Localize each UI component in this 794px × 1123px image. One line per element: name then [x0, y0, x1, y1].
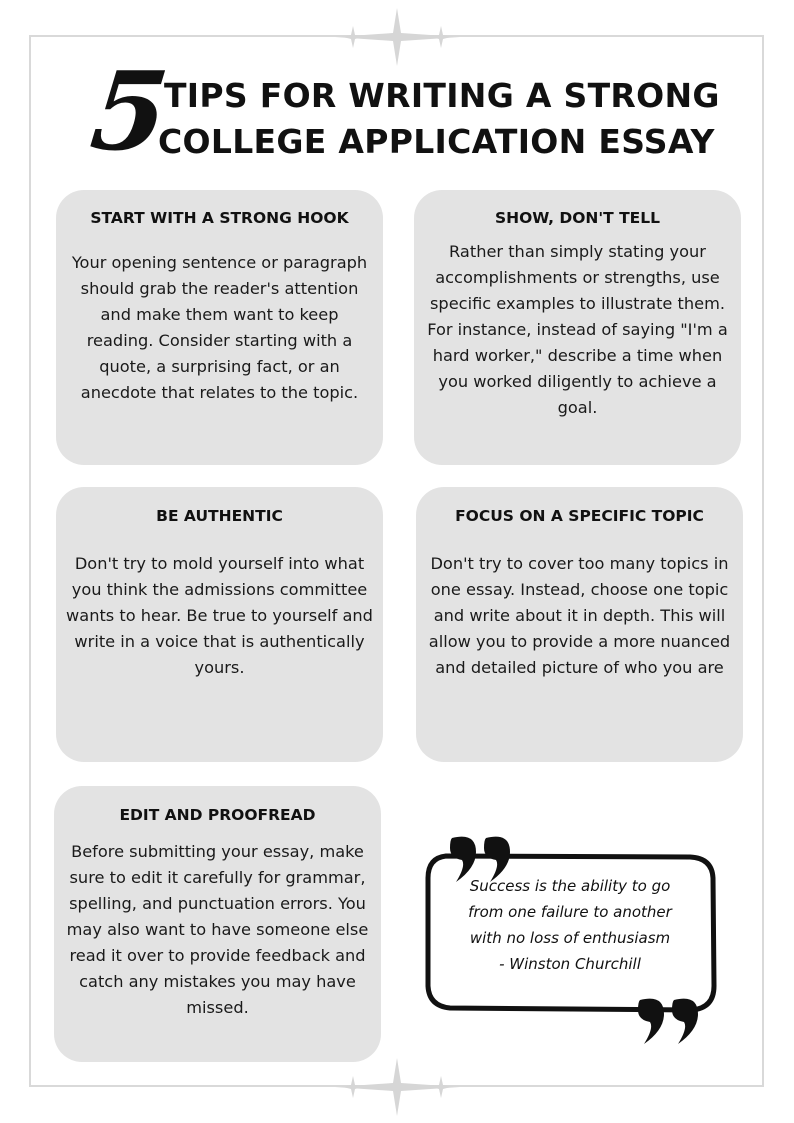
tip-body: Before submitting your essay, make sure to edit it carefully for grammar, spelling, and punctuation errors. You may also want to have someone else read it over to provide feedback and catch any mistakes you may have missed. [66, 842, 369, 1017]
tip-card-strong-hook [56, 190, 383, 465]
close-quote-icon [634, 996, 704, 1048]
quote-box [420, 848, 720, 1016]
title-line-1: TIPS FOR WRITING A STRONG [164, 76, 720, 115]
tip-card-edit-proofread [54, 786, 381, 1062]
tip-heading: SHOW, DON'T TELL [494, 209, 661, 227]
bottom-sparkle-ornament [335, 1058, 460, 1116]
tip-body: Don't try to mold yourself into what you think the admissions committee wants to hear. Be true to yourself and write in a voice that is authentically yours. [66, 554, 373, 677]
quote-text: Success is the ability to go from one failure to another with no loss of enthusiasm [468, 877, 672, 947]
title-line-2: COLLEGE APPLICATION ESSAY [158, 122, 715, 161]
tip-heading: BE AUTHENTIC [156, 507, 283, 525]
tip-body: Rather than simply stating your accomplishments or strengths, use specific examples to illustrate them. For instance, instead of saying "I'm a hard worker," describe a time when you worked diligently to achieve a goal. [427, 242, 728, 417]
quote-text-block [460, 873, 680, 977]
tip-heading: EDIT AND PROOFREAD [119, 806, 316, 824]
quote-author: - Winston Churchill [499, 955, 641, 973]
tip-card-show-dont-tell [414, 190, 741, 465]
tip-heading: FOCUS ON A SPECIFIC TOPIC [455, 507, 704, 525]
tip-card-be-authentic [56, 487, 383, 762]
title-number: 5 [85, 49, 174, 175]
tip-card-specific-topic [416, 487, 743, 762]
top-sparkle-ornament [335, 8, 460, 66]
tip-heading: START WITH A STRONG HOOK [90, 209, 349, 227]
tip-body: Don't try to cover too many topics in one essay. Instead, choose one topic and write about it in depth. This will allow you to provide a more nuanced and detailed picture of who you are [428, 554, 731, 677]
tip-body: Your opening sentence or paragraph should grab the reader's attention and make them want to keep reading. Consider starting with a quote, a surprising fact, or an anecdote that relates to the topic. [71, 253, 368, 402]
page-title [85, 49, 722, 175]
